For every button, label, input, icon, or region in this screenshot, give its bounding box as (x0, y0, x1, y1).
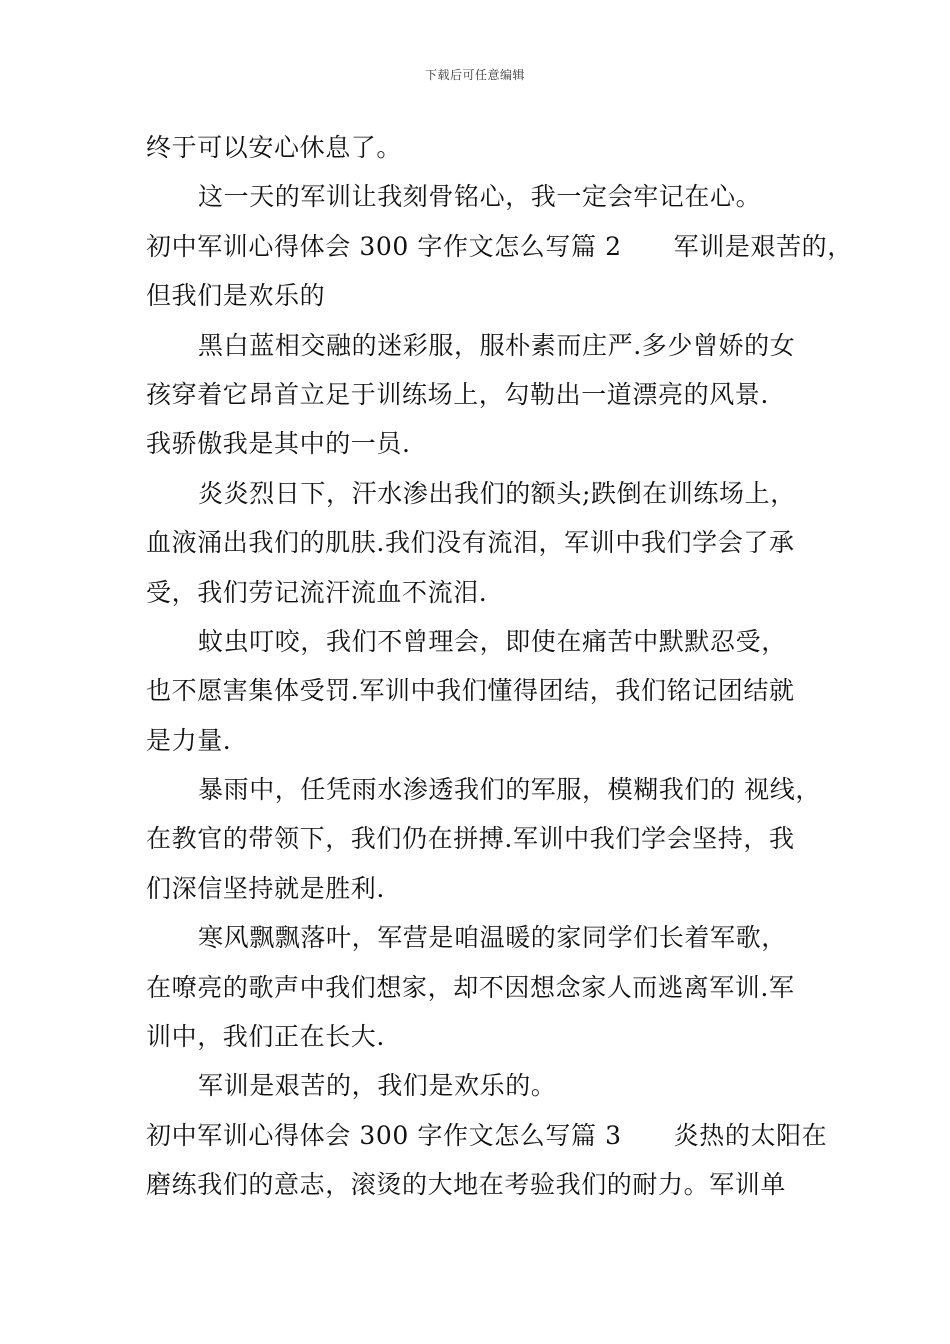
section-text: 炎热的太阳在 (673, 1120, 828, 1150)
section-title: 初中军训心得体会 300 字作文怎么写篇 3 (146, 1120, 622, 1150)
text-line: 在教官的带领下，我们仍在拼搏.军训中我们学会坚持，我 (146, 824, 795, 854)
document-body (146, 128, 853, 1215)
text-line: 们深信坚持就是胜利. (146, 873, 385, 903)
text-line: 寒风飘飘落叶，军营是咱温暖的家同学们长着军歌， (198, 923, 787, 953)
section-text: 军训是艰苦的， (673, 231, 853, 261)
text-line: 我骄傲我是其中的一员. (146, 429, 411, 459)
text-line: 军训是艰苦的，我们是欢乐的。 (198, 1071, 557, 1101)
text-line: 是力量. (146, 725, 232, 755)
text-line: 血液涌出我们的肌肤.我们没有流泪，军训中我们学会了承 (146, 528, 795, 558)
text-line: 受，我们劳记流汗流血不流泪. (146, 577, 488, 607)
text-line: 终于可以安心休息了。 (146, 133, 403, 162)
page-header-note: 下载后可任意编辑 (424, 68, 525, 82)
text-line: 也不愿害集体受罚.军训中我们懂得团结，我们铭记团结就 (146, 676, 795, 706)
text-line: 但我们是欢乐的 (146, 281, 326, 311)
text-line: 这一天的军训让我刻骨铭心，我一定会牢记在心。 (198, 182, 762, 212)
text-line: 孩穿着它昂首立足于训练场上，勾勒出一道漂亮的风景. (146, 379, 769, 409)
text-line: 黑白蓝相交融的迷彩服，服朴素而庄严.多少曾娇的女 (198, 330, 796, 360)
text-line: 炎炎烈日下，汗水渗出我们的额头;跌倒在训练场上， (198, 478, 796, 508)
section-heading-line (146, 1116, 826, 1165)
text-line: 蚊虫叮咬，我们不曾理会，即使在痛苦中默默忍受， (198, 626, 787, 656)
section-heading-line (146, 227, 853, 276)
section-title: 初中军训心得体会 300 字作文怎么写篇 2 (146, 231, 622, 261)
text-line: 暴雨中，任凭雨水渗透我们的军服，模糊我们的 视线， (198, 775, 821, 805)
text-line: 磨练我们的意志，滚烫的大地在考验我们的耐力。军训单 (146, 1170, 787, 1200)
text-line: 训中，我们正在长大. (146, 1022, 385, 1052)
text-line: 在嘹亮的歌声中我们想家，却不因想念家人而逃离军训.军 (146, 972, 795, 1002)
